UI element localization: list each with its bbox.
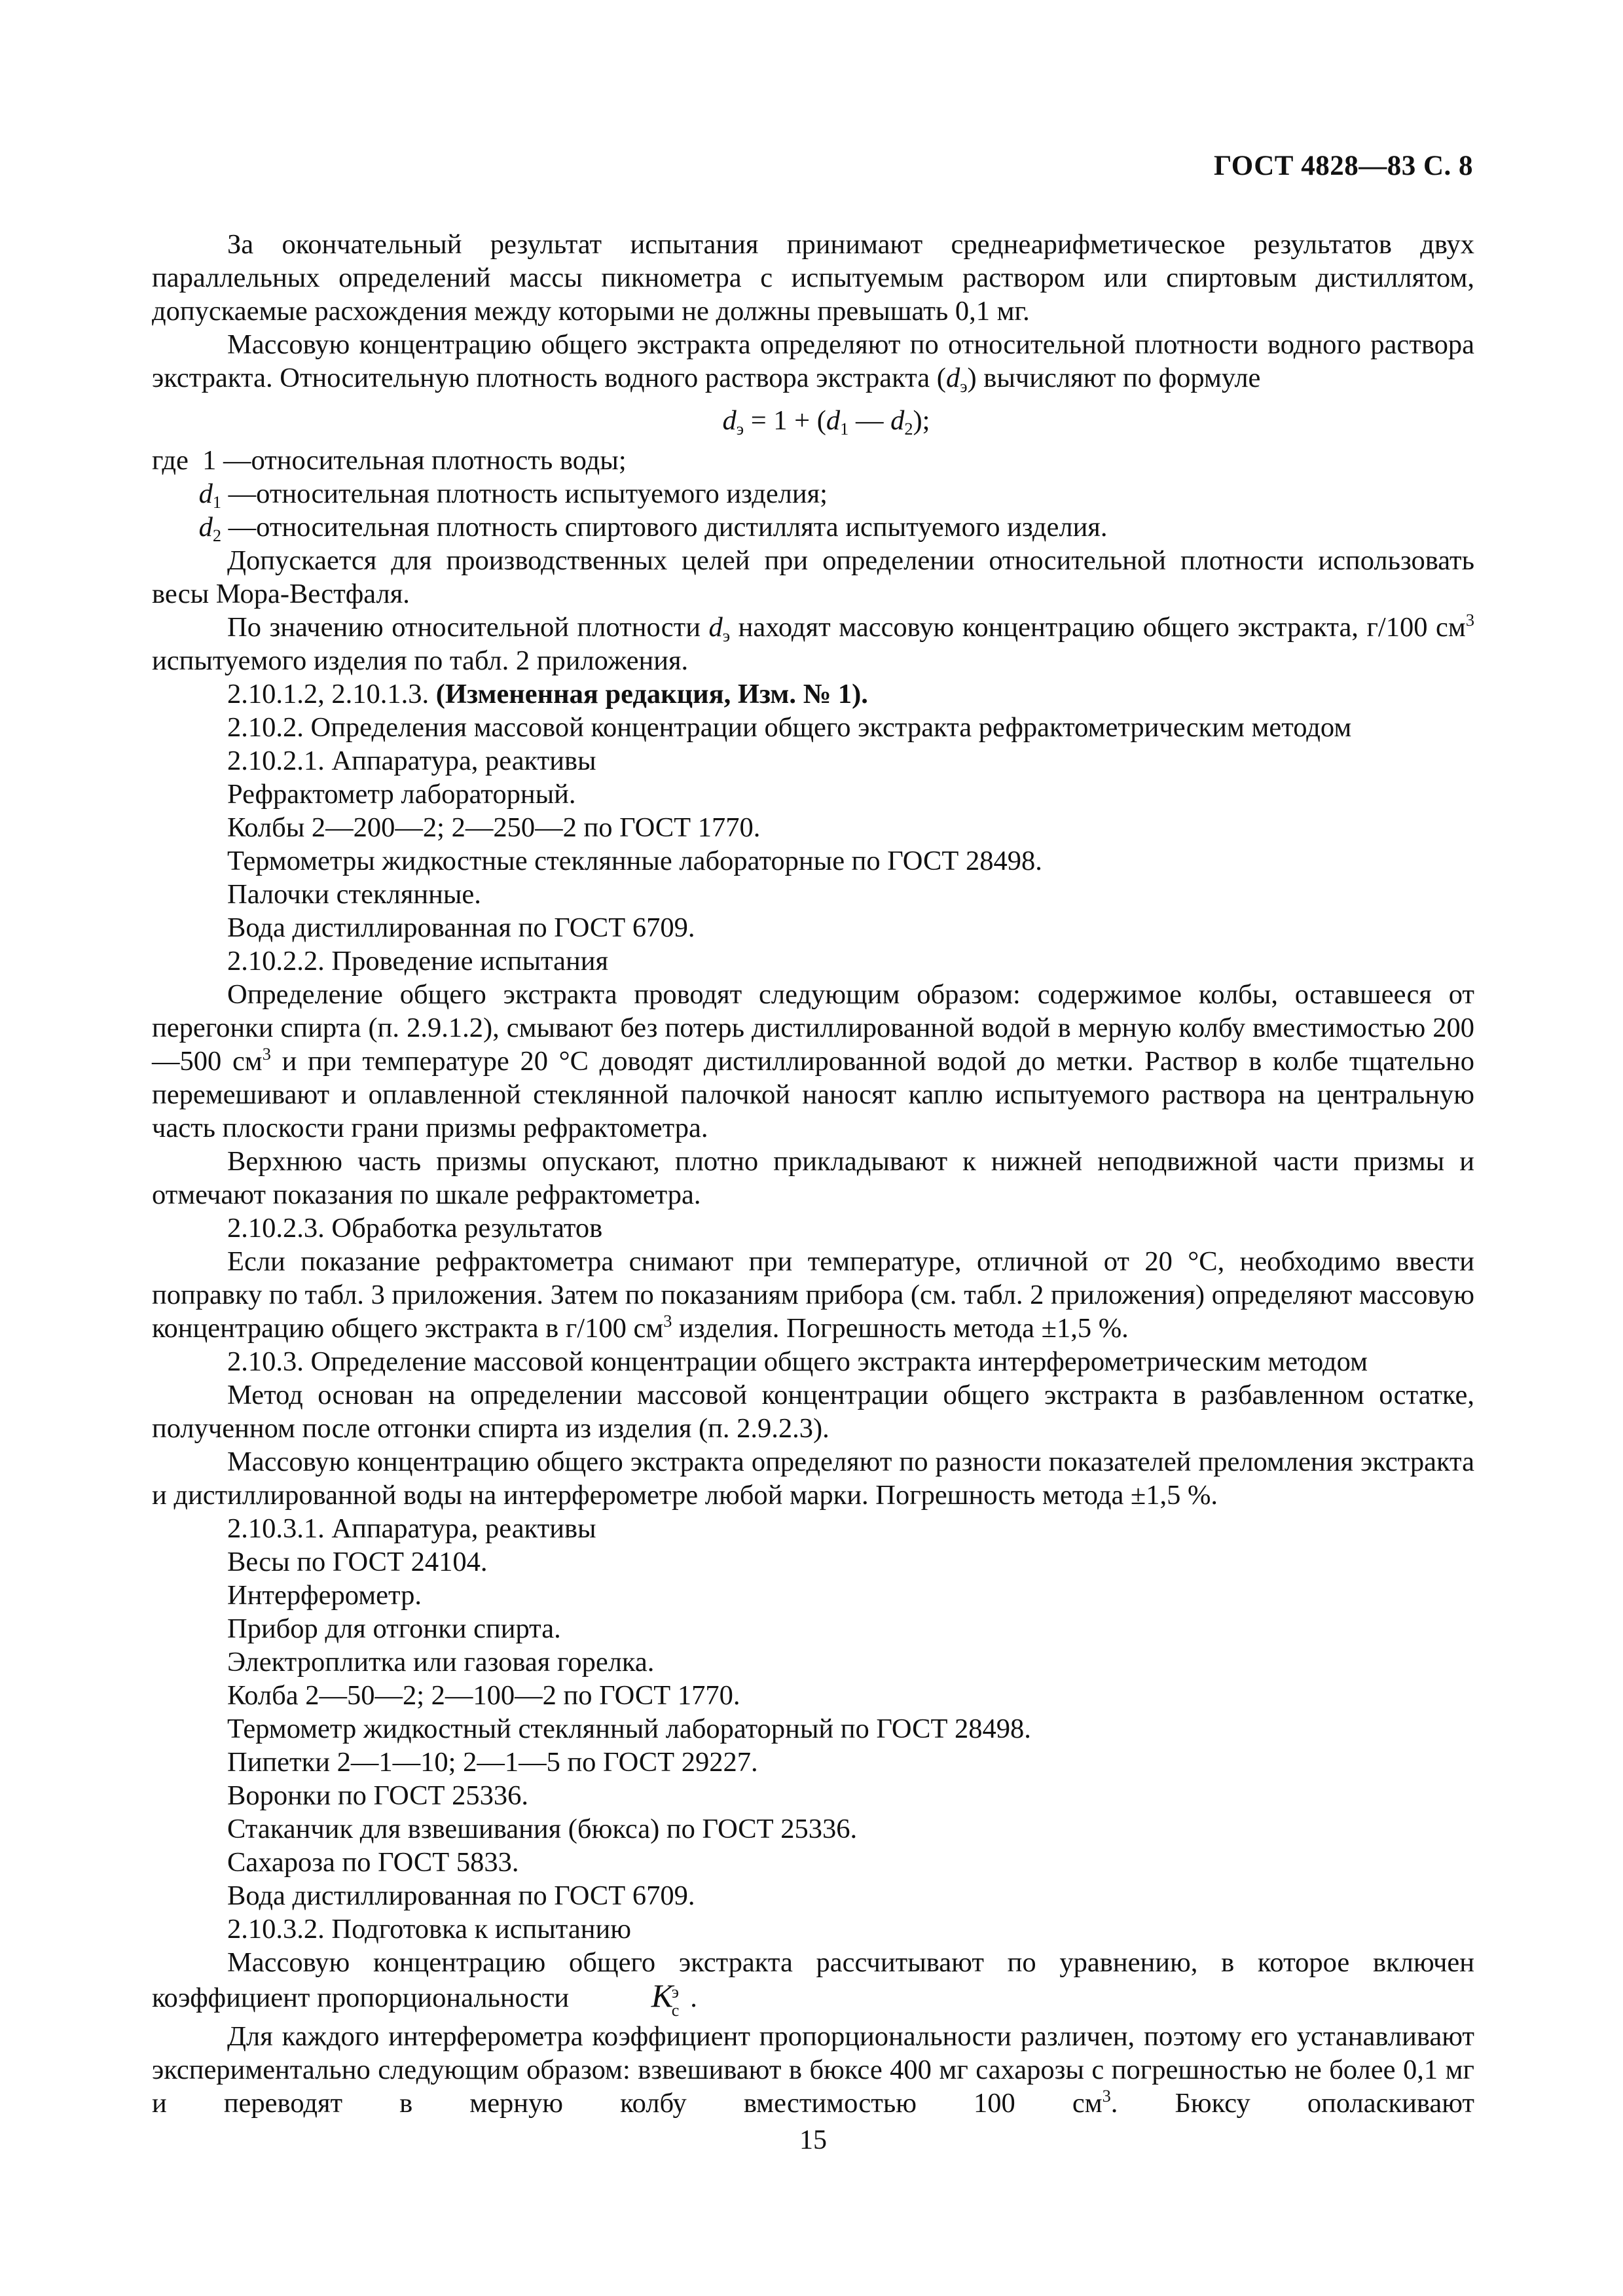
section-2-10-3-1: 2.10.3.1. Аппаратура, реактивы: [227, 1513, 596, 1544]
section-2-10-2: 2.10.2. Определения массовой концентрации общего экстракта рефрактометрическим методом: [227, 712, 1352, 743]
formula: $d_э = 1 + (d_1$ — $d_2$);: [722, 405, 930, 439]
definition-d1: $d_1$ —относительная плотность испытуемого изделия;: [198, 478, 828, 512]
list-item: Колбы 2—200—2; 2—250—2 по ГОСТ 1770.: [227, 812, 761, 843]
paragraph-prism: Верхнюю часть призмы опускают, плотно прикладывают к нижней неподвижной части призмы и отмечают показания по шкале рефрактометра.: [152, 1146, 1474, 1210]
list-item: Рефрактометр лабораторный.: [227, 779, 576, 810]
definition-d2: $d_2$ —относительная плотность спиртового дистиллята испытуемого изделия.: [198, 512, 1108, 545]
section-2-10-2-3: 2.10.2.3. Обработка результатов: [227, 1213, 603, 1244]
coefficient-symbol: K э с: [651, 1977, 680, 2020]
list-item: Пипетки 2—1—10; 2—1—5 по ГОСТ 29227.: [227, 1747, 758, 1778]
list-item: Вода дистиллированная по ГОСТ 6709.: [227, 912, 695, 943]
paragraph-processing: Если показание рефрактометра снимают при температуре, отличной от 20 °С, необходимо ввести поправку по табл. 3 приложения. Затем по показаниям прибора (см. табл. 2 приложения) определяют массовую концентрацию общего экстракта в г/100 $см^3$ изделия. Погрешность метода ±1,5 %.: [152, 1246, 1474, 1344]
list-item: Термометр жидкостный стеклянный лабораторный по ГОСТ 28498.: [227, 1713, 1031, 1744]
list-item: Сахароза по ГОСТ 5833.: [227, 1847, 519, 1878]
list-item: Термометры жидкостные стеклянные лабораторные по ГОСТ 28498.: [227, 846, 1042, 876]
list-item: Весы по ГОСТ 24104.: [227, 1547, 488, 1577]
paragraph-extract-density: Массовую концентрацию общего экстракта определяют по относительной плотности водного раствора экстракта. Относительную плотность водного раствора экстракта $(d_э)$ вычисляют по формуле: [152, 329, 1474, 396]
paragraph-mohr-westphal: Допускается для производственных целей при определении относительной плотности использовать весы Мора-Вестфаля.: [152, 545, 1474, 609]
list-item: Вода дистиллированная по ГОСТ 6709.: [227, 1880, 695, 1911]
list-item: Прибор для отгонки спирта.: [227, 1613, 561, 1644]
paragraph-calibration: Для каждого интерферометра коэффициент пропорциональности различен, поэтому его устанавливают экспериментально следующим образом: взвешивают в бюксе 400 мг сахарозы с погрешностью не более 0,1 мг и переводят в мерную колбу вместимостью 100 $см^3$. Бюксу ополаскивают: [152, 2021, 1474, 2119]
list-item: Стаканчик для взвешивания (бюкса) по ГОСТ 25336.: [227, 1814, 858, 1844]
page-header: ГОСТ 4828—83 С. 8: [1213, 151, 1473, 181]
paragraph-final-result: За окончательный результат испытания принимают среднеарифметическое результатов двух параллельных определений массы пикнометра с испытуемым раствором или спиртовым дистиллятом, допускаемые расхождения между которыми не должны превышать 0,1 мг.: [152, 229, 1474, 327]
list-item: Интерферометр.: [227, 1580, 422, 1611]
page-number: 15: [799, 2125, 827, 2155]
paragraph-density-lookup: По значению относительной плотности $d_э$ находят массовую концентрацию общего экстракта, г/100 $см^3$ испытуемого изделия по табл. 2 приложения.: [152, 611, 1474, 676]
document-page: [152, 0, 1474, 2296]
section-2-10-2-1: 2.10.2.1. Аппаратура, реактивы: [227, 745, 596, 776]
paragraph-interferometer: Массовую концентрацию общего экстракта определяют по разности показателей преломления экстракта и дистиллированной воды на интерферометре любой марки. Погрешность метода ±1,5 %.: [152, 1446, 1474, 1511]
section-2-10-2-2: 2.10.2.2. Проведение испытания: [227, 946, 609, 977]
list-item: Палочки стеклянные.: [227, 879, 481, 910]
list-item: Воронки по ГОСТ 25336.: [227, 1780, 529, 1811]
section-2-10-3-2: 2.10.3.2. Подготовка к испытанию: [227, 1914, 631, 1945]
list-item: Колба 2—50—2; 2—100—2 по ГОСТ 1770.: [227, 1680, 740, 1711]
amendment-note: 2.10.1.2, 2.10.1.3. (Измененная редакция, Изм. № 1).: [227, 679, 868, 709]
section-2-10-3: 2.10.3. Определение массовой концентрации общего экстракта интерферометрическим методом: [227, 1346, 1368, 1377]
list-item: Электроплитка или газовая горелка.: [227, 1647, 655, 1677]
document-body: [152, 228, 1474, 2120]
paragraph-method-basis: Метод основан на определении массовой концентрации общего экстракта в разбавленном остатке, полученном после отгонки спирта из изделия (п. 2.9.2.3).: [152, 1380, 1474, 1444]
paragraph-procedure: Определение общего экстракта проводят следующим образом: содержимое колбы, оставшееся от перегонки спирта (п. 2.9.1.2), смывают без потерь дистиллированной водой в мерную колбу вместимостью 200—500 $см^3$ и при температуре 20 °С доводят дистиллированной водой до метки. Раствор в колбе тщательно перемешивают и оплавленной стеклянной палочкой наносят каплю испытуемого раствора на центральную часть плоскости грани призмы рефрактометра.: [152, 979, 1474, 1143]
paragraph-coefficient: Массовую концентрацию общего экстракта рассчитывают по уравнению, в которое включен коэффициент пропорциональности K э с .: [152, 1947, 1474, 2020]
definition-water: где 1 —относительная плотность воды;: [152, 445, 627, 476]
